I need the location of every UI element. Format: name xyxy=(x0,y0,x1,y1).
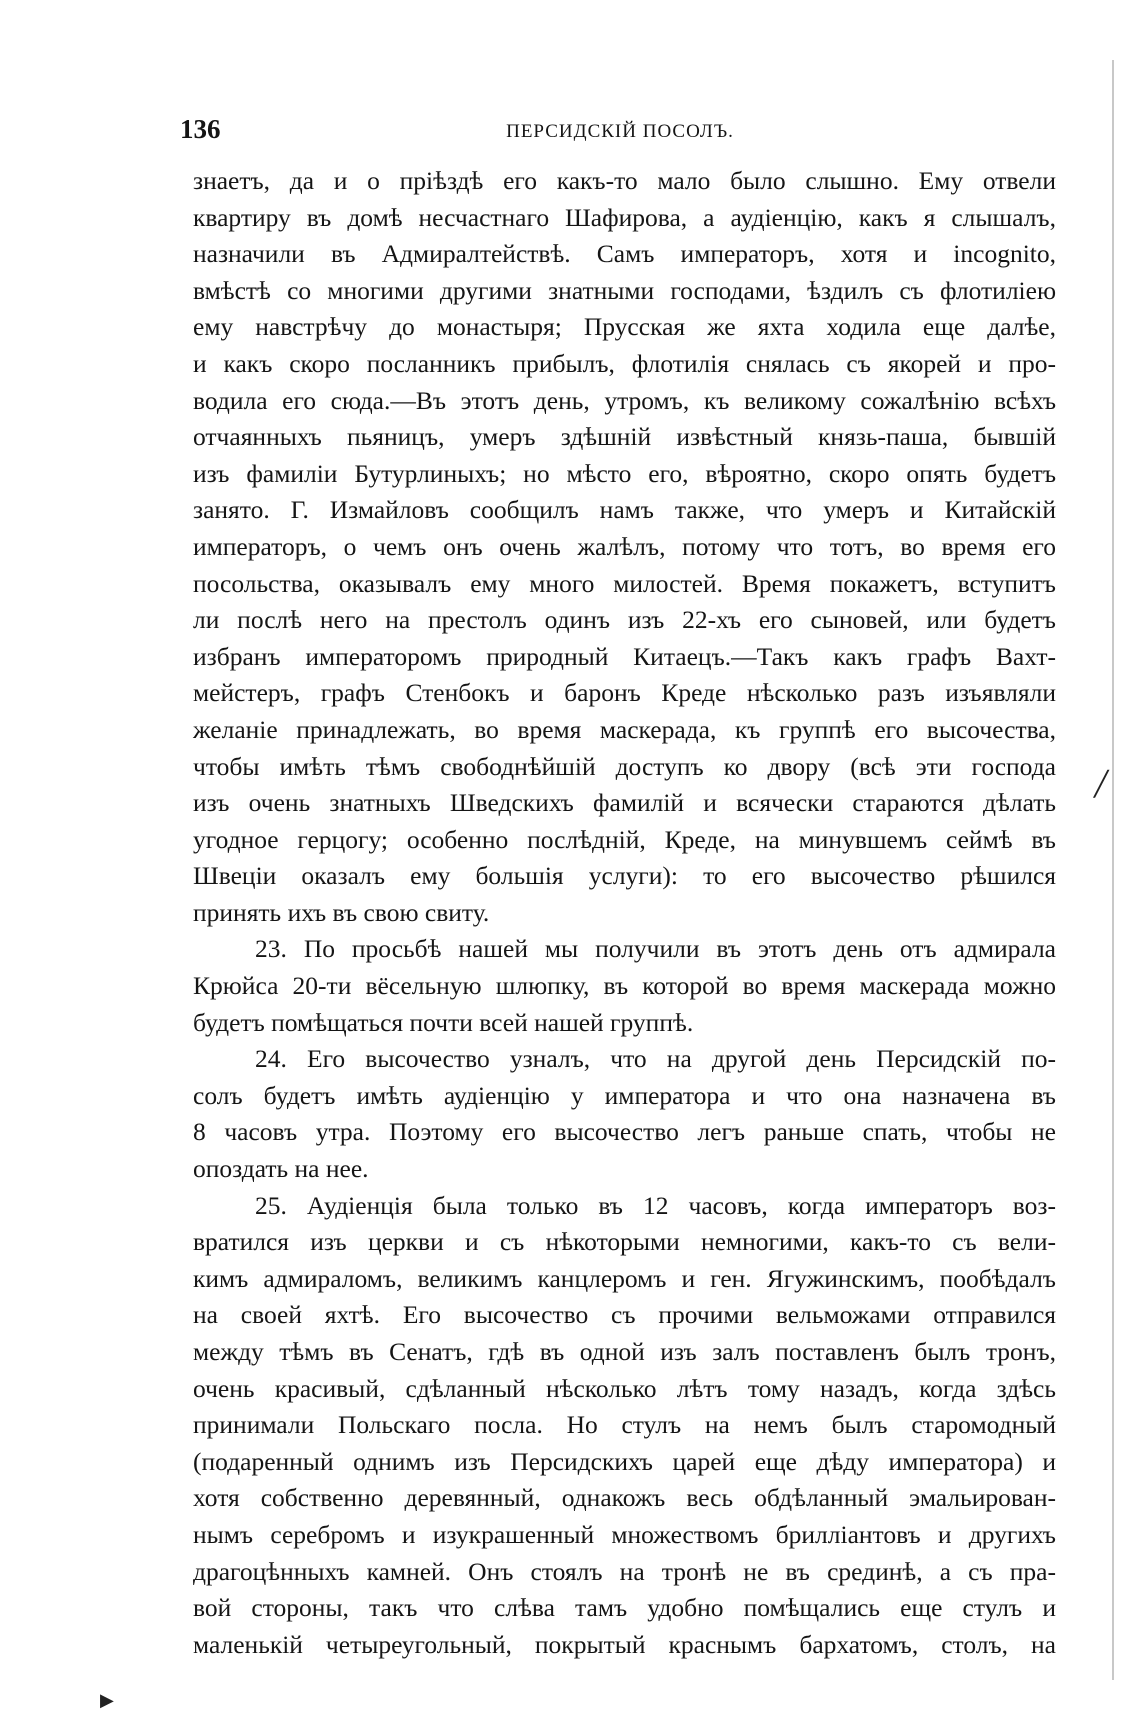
text-line: вмѣстѣ со многими другими знатными господами, ѣздилъ съ флотиліею xyxy=(193,275,1056,305)
text-line: чтобы имѣть тѣмъ свободнѣйшій доступъ ко двору (всѣ эти господа xyxy=(193,751,1056,781)
text-line: отчаянныхъ пьяницъ, умеръ здѣшній извѣстный князь-паша, бывшій xyxy=(193,422,1056,452)
text-line: Крюйса 20-ти вёсельную шлюпку, въ которой во время маскерада можно xyxy=(193,971,1056,1001)
text-line: водила его сюда.—Въ этотъ день, утромъ, къ великому сожалѣнію всѣхъ xyxy=(193,385,1056,415)
page-number: 136 xyxy=(180,114,221,144)
text-line: желаніе принадлежать, во время маскерада, къ группѣ его высочества, xyxy=(193,714,1056,744)
text-line: драгоцѣнныхъ камней. Онъ стоялъ на тронѣ не въ срединѣ, а съ пра- xyxy=(193,1556,1056,1586)
body-text xyxy=(193,163,1056,1663)
margin-arrow-mark: ▶ xyxy=(100,1690,114,1711)
text-line: между тѣмъ въ Сенатъ, гдѣ въ одной изъ залъ поставленъ былъ тронъ, xyxy=(193,1337,1056,1366)
text-line: вратился изъ церкви и съ нѣкоторыми немногими, какъ-то съ вели- xyxy=(193,1227,1056,1257)
text-line: маленькій четыреугольный, покрытый краснымъ бархатомъ, столъ, на xyxy=(193,1629,1056,1659)
text-line: императоръ, о чемъ онъ очень жалѣлъ, потому что тотъ, во время его xyxy=(193,531,1056,561)
text-line: угодное герцогу; особенно послѣдній, Креде, на минувшемъ сеймѣ въ xyxy=(193,824,1056,854)
text-line: очень красивый, сдѣланный нѣсколько лѣтъ тому назадъ, когда здѣсь xyxy=(193,1373,1056,1403)
paragraph-23-line: 23. По просьбѣ нашей мы получили въ этотъ день отъ адмирала xyxy=(255,934,1056,964)
text-line: будетъ помѣщаться почти всей нашей группѣ. xyxy=(193,1007,694,1037)
text-line: ли послѣ него на престолъ одинъ изъ 22-хъ его сыновей, или будетъ xyxy=(193,605,1056,635)
text-line: знаетъ, да и о пріѣздѣ его какъ-то мало было слышно. Ему отвели xyxy=(193,166,1056,195)
text-line: посольства, оказывалъ ему много милостей. Время покажетъ, вступитъ xyxy=(193,568,1056,598)
text-line: назначили въ Адмиралтействѣ. Самъ императоръ, хотя и incognito, xyxy=(193,239,1056,269)
text-line: вой стороны, такъ что слѣва тамъ удобно помѣщались еще стулъ и xyxy=(193,1593,1056,1623)
text-line: и какъ скоро посланникъ прибылъ, флотилія снялась съ якорей и про- xyxy=(193,348,1056,378)
text-line: избранъ императоромъ природный Китаецъ.—Такъ какъ графъ Вахт- xyxy=(193,641,1056,671)
text-line: нымъ серебромъ и изукрашенный множествомъ брилліантовъ и другихъ xyxy=(193,1519,1056,1549)
margin-tick-mark: ╱ xyxy=(1094,770,1109,798)
page-header xyxy=(180,114,1060,154)
text-line: Швеціи оказалъ ему большія услуги): то его высочество рѣшился xyxy=(193,861,1056,891)
text-line: (подаренный однимъ изъ Персидскихъ царей еще дѣду императора) и xyxy=(193,1446,1056,1476)
text-line: солъ будетъ имѣть аудіенцію у императора и что она назначена въ xyxy=(193,1080,1056,1110)
paragraph-24-line: 24. Его высочество узналъ, что на другой день Персидскій по- xyxy=(255,1044,1056,1074)
text-line: кимъ адмираломъ, великимъ канцлеромъ и ген. Ягужинскимъ, пообѣдалъ xyxy=(193,1263,1056,1293)
text-line: хотя собственно деревянный, однакожъ весь обдѣланный эмальирован- xyxy=(193,1483,1056,1513)
text-line: квартиру въ домѣ несчастнаго Шафирова, а аудіенцію, какъ я слышалъ, xyxy=(193,202,1056,232)
text-line: изъ фамиліи Бутурлиныхъ; но мѣсто его, вѣроятно, скоро опять будетъ xyxy=(193,458,1056,488)
text-line: на своей яхтѣ. Его высочество съ прочими вельможами отправился xyxy=(193,1300,1056,1330)
text-line: 8 часовъ утра. Поэтому его высочество легъ раньше спать, чтобы не xyxy=(193,1117,1056,1147)
text-line: занято. Г. Измайловъ сообщилъ намъ также, что умеръ и Китайскій xyxy=(193,495,1056,525)
text-line: принять ихъ въ свою свиту. xyxy=(193,897,490,927)
text-line: ему навстрѣчу до монастыря; Прусская же яхта ходила еще далѣе, xyxy=(193,312,1056,342)
text-line: изъ очень знатныхъ Шведскихъ фамилій и всячески стараются дѣлать xyxy=(193,788,1056,818)
paragraph-25-line: 25. Аудіенція была только въ 12 часовъ, когда императоръ воз- xyxy=(255,1190,1056,1220)
running-title: ПЕРСИДСКІЙ ПОСОЛЪ. xyxy=(506,121,734,142)
page-edge-line xyxy=(1112,60,1114,1680)
text-line: мейстеръ, графъ Стенбокъ и баронъ Креде нѣсколько разъ изъявляли xyxy=(193,678,1056,708)
text-line: опоздать на нее. xyxy=(193,1154,369,1184)
text-line: принимали Польскаго посла. Но стулъ на немъ былъ старомодный xyxy=(193,1410,1056,1440)
